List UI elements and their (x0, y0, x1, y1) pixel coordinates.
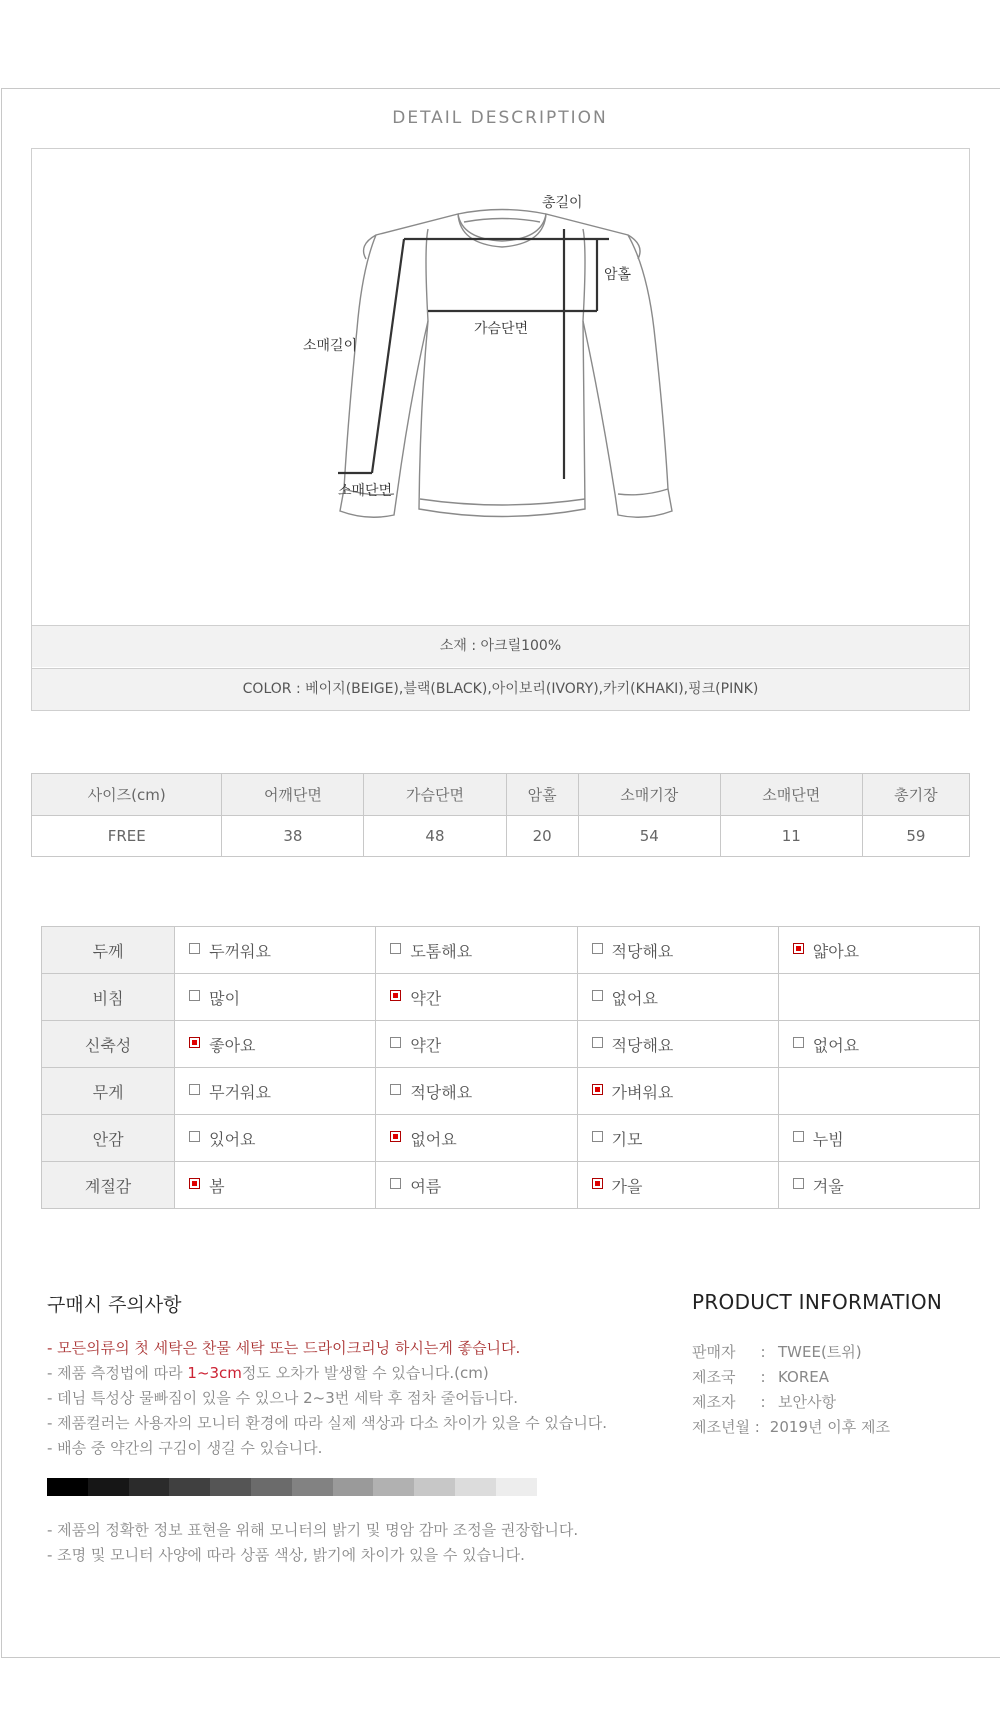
product-info-title: PRODUCT INFORMATION (692, 1290, 943, 1314)
info-value: 2019년 이후 제조 (769, 1418, 890, 1436)
table-row (42, 927, 980, 974)
unchecked-box-icon (390, 943, 401, 954)
option-label: 무거워요 (209, 1082, 271, 1102)
option-label: 기모 (611, 1129, 643, 1149)
header-sleeve-length: 소매기장 (578, 774, 720, 816)
size-table-header (32, 774, 970, 816)
table-row (42, 974, 980, 1021)
unchecked-box-icon (793, 1178, 804, 1189)
table-row (42, 1115, 980, 1162)
unchecked-box-icon (390, 1084, 401, 1095)
property-option (175, 1021, 376, 1068)
header-armhole: 암홀 (506, 774, 578, 816)
info-separator: : (760, 1368, 766, 1386)
property-table-body (42, 927, 980, 1209)
property-option (175, 1162, 376, 1209)
caution-text: - 제품 측정법에 따라 (47, 1364, 188, 1382)
caution-item: - 배송 중 약간의 구김이 생길 수 있습니다. (47, 1439, 323, 1457)
checked-box-icon (390, 990, 401, 1001)
property-option (376, 974, 577, 1021)
option-label: 없어요 (410, 1129, 457, 1149)
gray-swatch (292, 1478, 333, 1496)
option-label: 없어요 (812, 1035, 860, 1055)
cell-total-length: 59 (862, 816, 969, 857)
property-option (577, 927, 778, 974)
checked-box-icon (390, 1131, 401, 1142)
property-option (376, 1115, 577, 1162)
option-label: 겨울 (812, 1176, 844, 1196)
header-shoulder: 어깨단면 (222, 774, 364, 816)
option-label: 적당해요 (410, 1082, 473, 1102)
property-option (175, 1115, 376, 1162)
property-option (376, 927, 577, 974)
property-option (376, 1021, 577, 1068)
property-label: 두께 (42, 927, 175, 974)
property-option (376, 1162, 577, 1209)
property-option (175, 1068, 376, 1115)
option-label: 적당해요 (611, 1035, 674, 1055)
caution-title: 구매시 주의사항 (47, 1294, 182, 1316)
property-option (175, 974, 376, 1021)
property-label: 계절감 (42, 1162, 175, 1209)
caution-item: - 제품컬러는 사용자의 모니터 환경에 따라 실제 색상과 다소 차이가 있을 수 있습니다. (47, 1414, 608, 1432)
cell-shoulder: 38 (222, 816, 364, 857)
property-option (778, 1115, 979, 1162)
label-sleeve-width: 소매단면 (338, 483, 393, 499)
caution-item: - 데님 특성상 물빠짐이 있을 수 있으나 2~3번 세탁 후 점차 줄어듭니다. (47, 1389, 519, 1407)
checked-box-icon (592, 1178, 603, 1189)
option-label: 많이 (209, 988, 241, 1008)
property-option (577, 1115, 778, 1162)
option-label: 약간 (410, 988, 442, 1008)
section-title: DETAIL DESCRIPTION (392, 108, 608, 128)
measure-lines (338, 229, 609, 479)
info-value: 보안사항 (778, 1393, 836, 1411)
grayscale-bar (47, 1478, 537, 1496)
option-label: 봄 (209, 1176, 225, 1196)
unchecked-box-icon (793, 1131, 804, 1142)
property-label: 안감 (42, 1115, 175, 1162)
monitor-notes (47, 1518, 578, 1568)
option-label: 도톰해요 (410, 941, 473, 961)
label-chest-width: 가슴단면 (474, 321, 529, 337)
info-value: KOREA (778, 1368, 829, 1386)
unchecked-box-icon (390, 1037, 401, 1048)
info-key: 제조국 (692, 1368, 736, 1386)
property-option (577, 1021, 778, 1068)
property-option (577, 974, 778, 1021)
option-label: 좋아요 (209, 1035, 256, 1055)
gray-swatch (251, 1478, 292, 1496)
unchecked-box-icon (189, 1131, 200, 1142)
sweater-outline (340, 210, 672, 518)
label-sleeve-length: 소매길이 (303, 338, 358, 354)
info-value: TWEE(트위) (778, 1343, 862, 1361)
checked-box-icon (592, 1084, 603, 1095)
table-row (42, 1021, 980, 1068)
gray-swatch (210, 1478, 251, 1496)
gray-swatch (455, 1478, 496, 1496)
table-row (42, 1068, 980, 1115)
header-sleeve-width: 소매단면 (720, 774, 862, 816)
note-item: - 제품의 정확한 정보 표현을 위해 모니터의 밝기 및 명암 감마 조정을 권장합니다. (47, 1521, 579, 1539)
option-label: 누빔 (812, 1129, 844, 1149)
option-label: 가벼워요 (611, 1082, 674, 1102)
header-size: 사이즈(cm) (32, 774, 222, 816)
label-total-length: 총길이 (542, 195, 583, 211)
cell-size: FREE (32, 816, 222, 857)
info-key: 제조년월 : (692, 1418, 760, 1436)
property-option (778, 1162, 979, 1209)
property-option (376, 1068, 577, 1115)
property-option (778, 1021, 979, 1068)
gray-swatch (129, 1478, 170, 1496)
gray-swatch (373, 1478, 414, 1496)
gray-swatch (496, 1478, 537, 1496)
sweater-diagram (32, 149, 969, 624)
sleeve-length-line (372, 239, 404, 473)
option-label: 가을 (611, 1176, 643, 1196)
caution-item (47, 1361, 607, 1386)
info-separator: : (760, 1393, 766, 1411)
product-info-list (692, 1340, 890, 1440)
property-option (577, 1068, 778, 1115)
size-diagram-panel (31, 148, 970, 711)
property-table (41, 926, 980, 1209)
unchecked-box-icon (189, 943, 200, 954)
cell-sleeve-length: 54 (578, 816, 720, 857)
property-option (175, 927, 376, 974)
property-option (577, 1162, 778, 1209)
header-total-length: 총기장 (862, 774, 969, 816)
property-option (778, 927, 979, 974)
cell-chest: 48 (364, 816, 506, 857)
option-label: 두꺼워요 (209, 941, 271, 961)
gray-swatch (333, 1478, 374, 1496)
table-row (32, 816, 970, 857)
checked-box-icon (189, 1178, 200, 1189)
info-key: 제조자 (692, 1393, 736, 1411)
checked-box-icon (793, 943, 804, 954)
gray-swatch (47, 1478, 88, 1496)
caution-list (47, 1336, 607, 1461)
unchecked-box-icon (189, 990, 200, 1001)
option-label: 있어요 (209, 1129, 256, 1149)
property-label: 무게 (42, 1068, 175, 1115)
note-item: - 조명 및 모니터 사양에 따라 상품 색상, 밝기에 차이가 있을 수 있습니다. (47, 1546, 525, 1564)
caution-highlight: 1~3cm (187, 1364, 242, 1382)
option-label: 없어요 (611, 988, 658, 1008)
cell-sleeve-width: 11 (720, 816, 862, 857)
table-row (42, 1162, 980, 1209)
option-label: 여름 (410, 1176, 442, 1196)
label-armhole: 암홀 (604, 267, 632, 283)
caution-text: 정도 오차가 발생할 수 있습니다.(cm) (241, 1364, 489, 1382)
gray-swatch (88, 1478, 129, 1496)
option-label: 약간 (410, 1035, 442, 1055)
unchecked-box-icon (592, 1131, 603, 1142)
property-label: 신축성 (42, 1021, 175, 1068)
unchecked-box-icon (592, 1037, 603, 1048)
empty-cell (778, 1068, 979, 1115)
caution-item: - 모든의류의 첫 세탁은 찬물 세탁 또는 드라이크리닝 하시는게 좋습니다. (47, 1339, 521, 1357)
property-label: 비침 (42, 974, 175, 1021)
empty-cell (778, 974, 979, 1021)
gray-swatch (414, 1478, 455, 1496)
info-key: 판매자 (692, 1343, 736, 1361)
unchecked-box-icon (390, 1178, 401, 1189)
cell-armhole: 20 (506, 816, 578, 857)
checked-box-icon (189, 1037, 200, 1048)
unchecked-box-icon (592, 990, 603, 1001)
product-info-row (692, 1390, 890, 1415)
product-info-row (692, 1340, 890, 1365)
product-info-row (692, 1365, 890, 1390)
unchecked-box-icon (592, 943, 603, 954)
product-info-row (692, 1415, 890, 1440)
color-row: COLOR : 베이지(BEIGE),블랙(BLACK),아이보리(IVORY),카키(KHAKI),핑크(PINK) (32, 668, 969, 710)
size-table (31, 773, 970, 857)
info-separator: : (760, 1343, 766, 1361)
gray-swatch (169, 1478, 210, 1496)
header-chest: 가슴단면 (364, 774, 506, 816)
unchecked-box-icon (793, 1037, 804, 1048)
unchecked-box-icon (189, 1084, 200, 1095)
material-row: 소재 : 아크릴100% (32, 625, 969, 667)
option-label: 얇아요 (812, 941, 860, 961)
option-label: 적당해요 (611, 941, 674, 961)
